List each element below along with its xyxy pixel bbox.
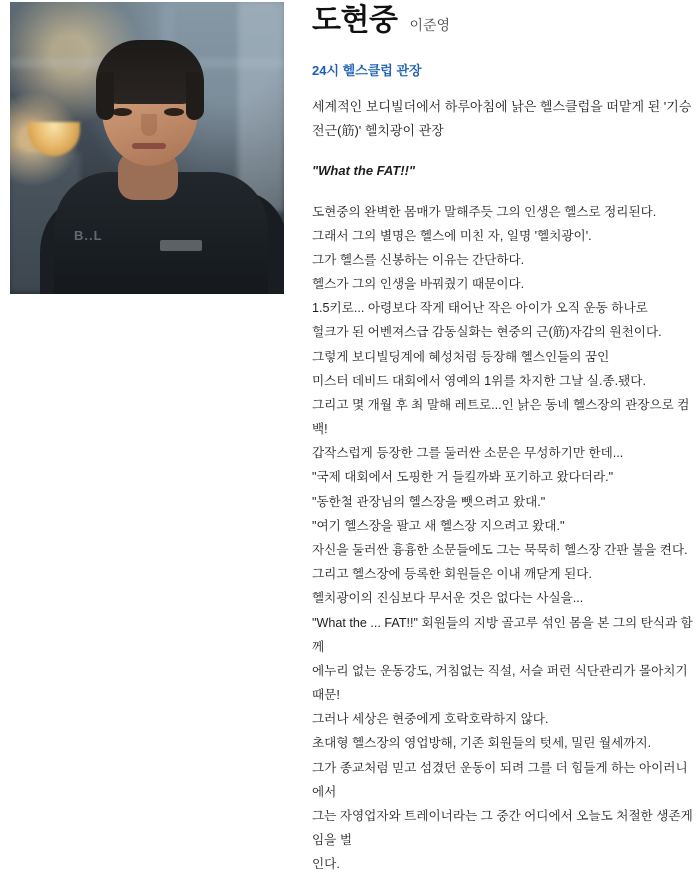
- description-line: 인다.: [312, 857, 340, 872]
- character-text-column: [312, 0, 694, 872]
- character-quote: "What the FAT!!": [312, 162, 416, 178]
- portrait-background: [10, 2, 284, 294]
- actor-name: 이준영: [409, 17, 451, 33]
- character-summary: 세계적인 보디빌더에서 하루아침에 낡은 헬스클럽을 떠맡게 된 '기승전근(筋)' 헬치광이 관장: [312, 98, 692, 138]
- description-line: 자신을 둘러싼 흉흉한 소문들에도 그는 묵묵히 헬스장 간판 불을 켠다.: [312, 543, 688, 557]
- description-line: 그가 헬스를 신봉하는 이유는 간단하다.: [312, 252, 525, 267]
- ceiling-lamp: [28, 122, 80, 156]
- figure-nose: [141, 114, 157, 136]
- description-line: 그래서 그의 별명은 헬스에 미친 자, 일명 '헬치광이'.: [312, 228, 592, 243]
- description-line: "국제 대회에서 도핑한 거 들킬까봐 포기하고 왔다더라.": [312, 470, 614, 485]
- description-line: 미스터 데비드 대회에서 영예의 1위를 차지한 그날 실.종.됐다.: [312, 373, 646, 388]
- description-line: 그가 종교처럼 믿고 섬겼던 운동이 되려 그를 더 힘들게 하는 아이러니에서: [312, 760, 688, 799]
- character-description: [312, 200, 694, 876]
- description-line: "여기 헬스장을 팔고 새 헬스장 지으려고 왔대.": [312, 518, 565, 533]
- name-row: [312, 0, 694, 40]
- description-line: 에누리 없는 운동강도, 거침없는 직설, 서슬 퍼런 식단관리가 몰아치기 때문!: [312, 663, 688, 703]
- description-line: 헬스가 그의 인생을 바꿔줬기 때문이다.: [312, 277, 525, 292]
- description-line: "동한철 관장님의 헬스장을 뺏으려고 왔대.": [312, 494, 546, 509]
- description-line: "What the ... FAT!!" 회원들의 지방 골고루 섞인 몸을 본 그의 탄식과 함께: [312, 615, 693, 654]
- description-line: 그는 자영업자와 트레이너라는 그 중간 어디에서 오늘도 처절한 생존게임을 벌: [312, 808, 693, 848]
- description-line: 그리고 헬스장에 등록한 회원들은 이내 깨닫게 된다.: [312, 567, 592, 582]
- figure-mouth: [132, 143, 166, 149]
- description-line: 그렇게 보디빌딩계에 혜성처럼 등장해 헬스인들의 꿈인: [312, 349, 610, 364]
- description-line: 도현중의 완벽한 몸매가 말해주듯 그의 인생은 헬스로 정리된다.: [312, 204, 657, 219]
- figure-hair-side-right: [186, 72, 204, 120]
- role-title: 24시 헬스클럽 관장: [312, 62, 422, 78]
- description-line: 그러나 세상은 현중에게 호락호락하지 않다.: [312, 712, 549, 727]
- description-line: 갑작스럽게 등장한 그를 둘러싼 소문은 무성하기만 한데...: [312, 446, 624, 461]
- character-portrait: [10, 2, 284, 294]
- figure-eye-right: [164, 108, 184, 116]
- portrait-shirt-text: B..L: [74, 228, 103, 243]
- figure-eye-left: [112, 108, 132, 116]
- figure-hair-side-left: [96, 72, 114, 120]
- description-line: 그리고 몇 개월 후 최 말해 레트로...인 낡은 동네 헬스장의 관장으로 컴백!: [312, 397, 690, 437]
- shirt-badge: [160, 240, 202, 251]
- character-name: 도현중: [312, 4, 398, 37]
- description-line: 헬치광이의 진심보다 무서운 것은 없다는 사실을...: [312, 591, 584, 606]
- description-line: 1.5키로... 아령보다 작게 태어난 작은 아이가 오직 운동 하나로: [312, 301, 648, 316]
- description-line: 헐크가 된 어벤져스급 감동실화는 현중의 근(筋)자감의 원천이다.: [312, 325, 662, 340]
- gym-background-bar: [238, 2, 284, 212]
- description-line: 초대형 헬스장의 영업방해, 기존 회원들의 텃세, 밀린 월세까지.: [312, 736, 652, 751]
